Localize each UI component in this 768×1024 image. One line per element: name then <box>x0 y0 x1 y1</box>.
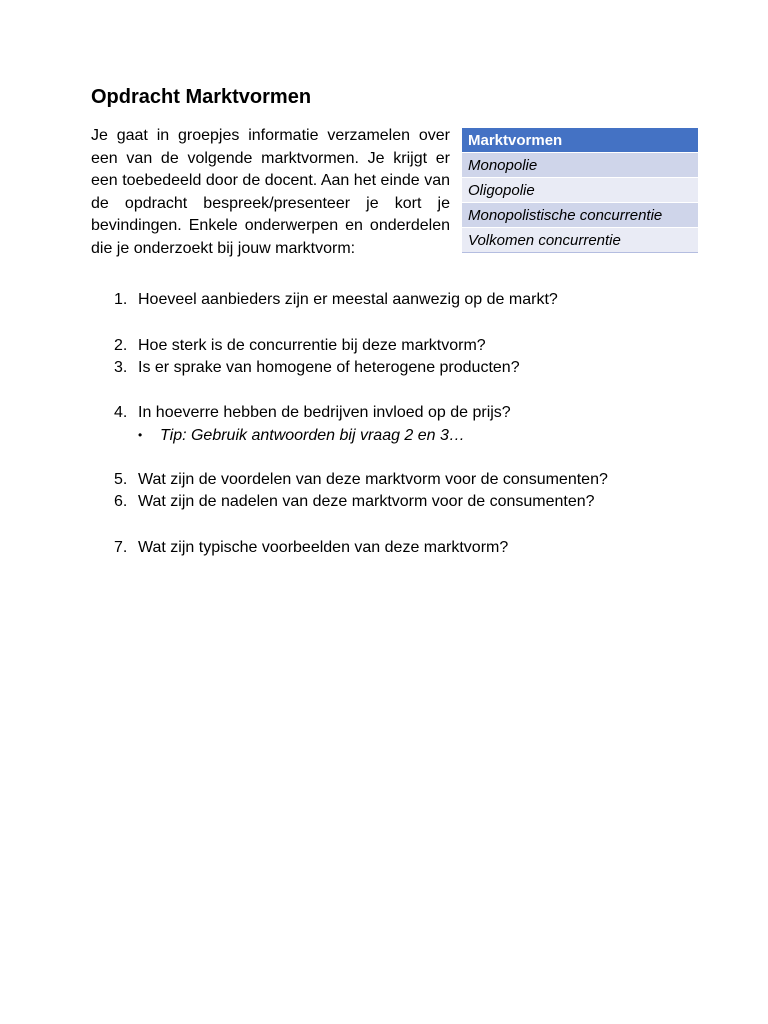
question-text: Wat zijn de nadelen van deze marktvorm voor de consumenten? <box>138 493 595 510</box>
tip-text: Tip: Gebruik antwoorden bij vraag 2 en 3… <box>160 427 465 444</box>
list-number: 4. <box>114 404 128 421</box>
question-text: Wat zijn de voordelen van deze marktvorm voor de consumenten? <box>138 471 608 488</box>
table-row: Monopolistische concurrentie <box>462 203 698 228</box>
list-number: 2. <box>114 337 128 354</box>
list-item <box>114 337 486 355</box>
tip-item <box>138 427 465 445</box>
table-row: Oligopolie <box>462 178 698 203</box>
list-number: 7. <box>114 539 128 556</box>
list-number: 6. <box>114 493 128 510</box>
question-text: Is er sprake van homogene of heterogene producten? <box>138 359 520 376</box>
question-text: Wat zijn typische voorbeelden van deze marktvorm? <box>138 539 509 556</box>
table-row: Volkomen concurrentie <box>462 228 698 253</box>
list-number: 1. <box>114 291 128 308</box>
table-header: Marktvormen <box>462 128 698 153</box>
list-number: 5. <box>114 471 128 488</box>
intro-paragraph: Je gaat in groepjes informatie verzamelen over een van de volgende marktvormen. Je krijgt er een toebedeeld door de docent. Aan het einde van de opdracht bespreek/presenteer je kort je bevindingen. Enkele onderwerpen en onderdelen die je onderzoekt bij jouw marktvorm: <box>91 127 450 257</box>
list-item <box>114 291 558 309</box>
list-item <box>114 404 511 422</box>
list-number: 3. <box>114 359 128 376</box>
table-row: Monopolie <box>462 153 698 178</box>
page-title: Opdracht Marktvormen <box>91 86 312 108</box>
list-item <box>114 359 520 377</box>
bullet-icon: • <box>138 428 143 442</box>
list-item <box>114 493 595 511</box>
question-text: In hoeverre hebben de bedrijven invloed op de prijs? <box>138 404 511 421</box>
list-item <box>114 471 608 489</box>
question-text: Hoe sterk is de concurrentie bij deze marktvorm? <box>138 337 486 354</box>
question-text: Hoeveel aanbieders zijn er meestal aanwezig op de markt? <box>138 291 558 308</box>
marktvormen-table <box>462 128 698 253</box>
list-item <box>114 539 508 557</box>
